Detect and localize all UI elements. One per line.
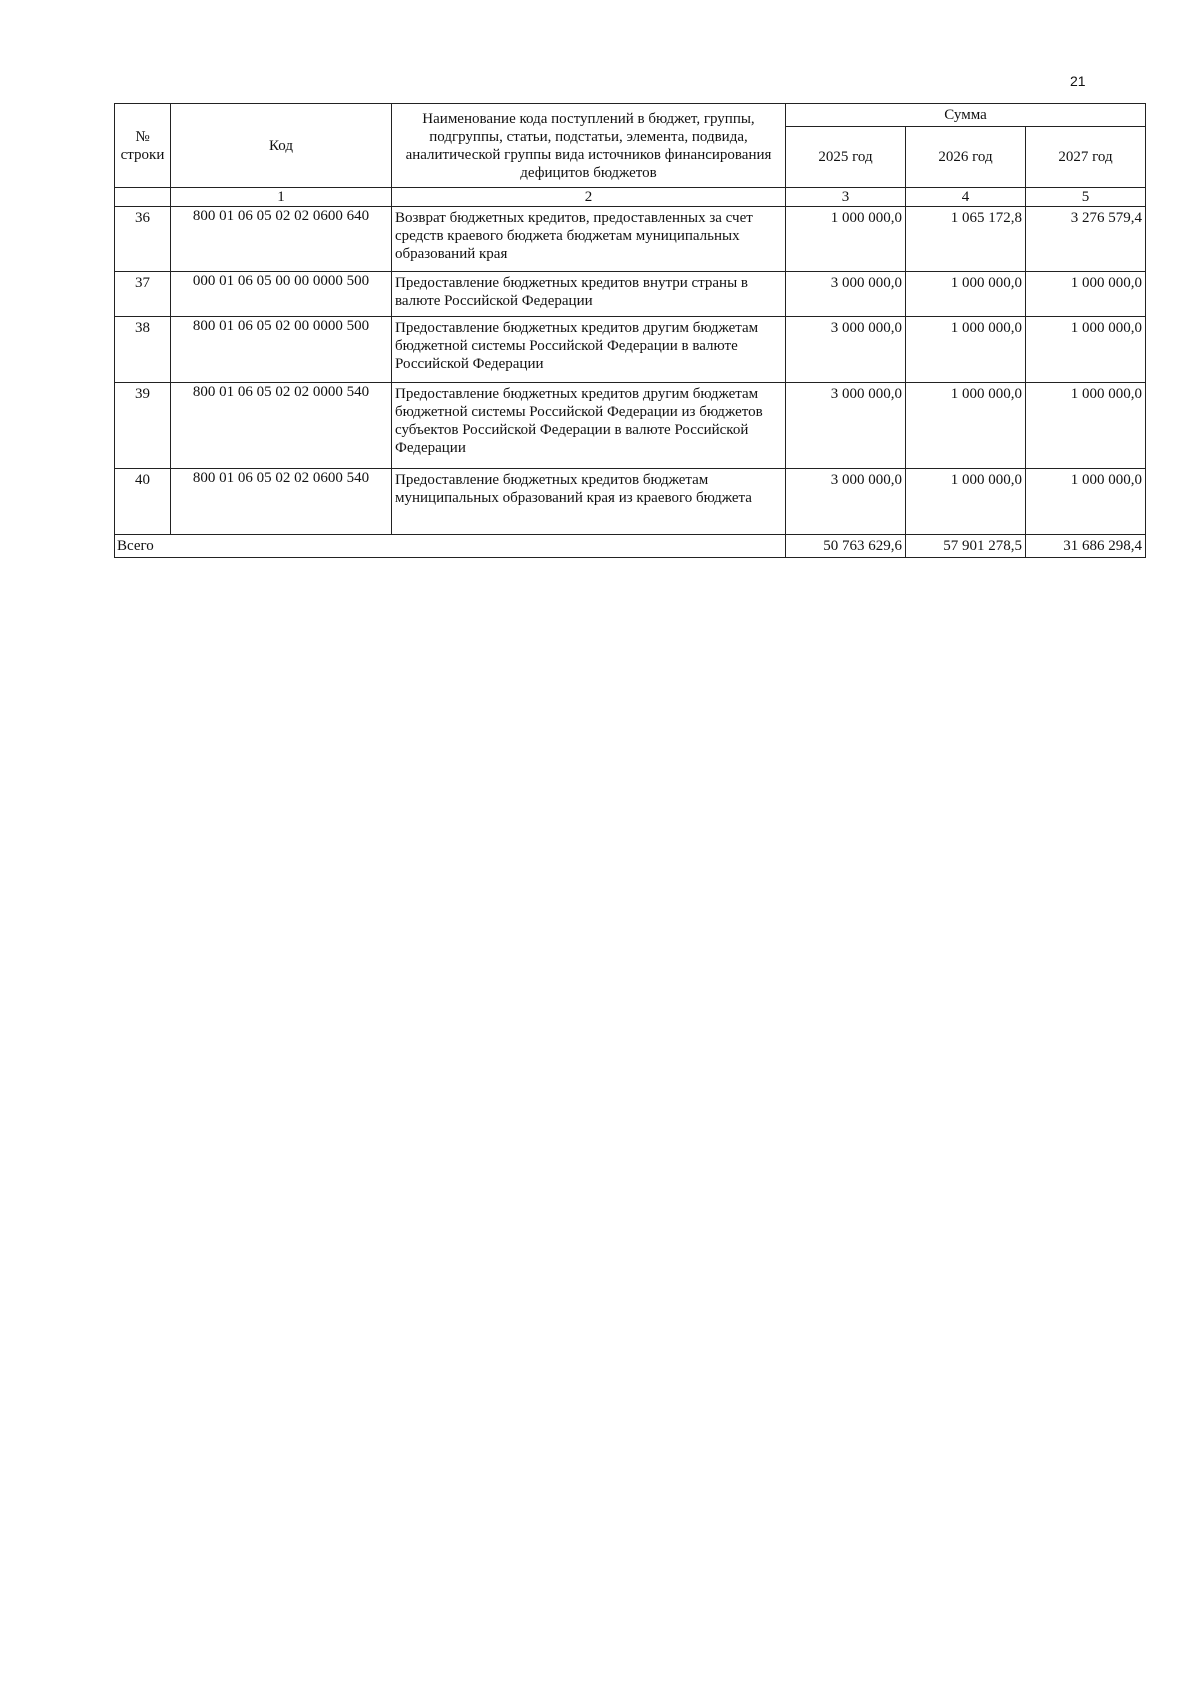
table-row bbox=[115, 207, 1146, 272]
row-value-2025: 3 000 000,0 bbox=[786, 383, 906, 469]
budget-sources-table bbox=[114, 103, 1146, 558]
row-code: 000 01 06 05 00 00 0000 500 bbox=[171, 272, 392, 317]
row-name: Возврат бюджетных кредитов, предоставленных за счет средств краевого бюджета бюджетам муниципальных образований края bbox=[392, 207, 786, 272]
row-number: 37 bbox=[115, 272, 171, 317]
column-number: 2 bbox=[392, 188, 786, 207]
header-year-2026: 2026 год bbox=[906, 127, 1026, 188]
row-value-2027: 3 276 579,4 bbox=[1026, 207, 1146, 272]
column-number: 1 bbox=[171, 188, 392, 207]
row-value-2025: 3 000 000,0 bbox=[786, 469, 906, 535]
header-row-number: № строки bbox=[115, 104, 171, 188]
column-number: 5 bbox=[1026, 188, 1146, 207]
header-code: Код bbox=[171, 104, 392, 188]
page-number: 21 bbox=[1070, 73, 1086, 89]
total-label: Всего bbox=[115, 535, 786, 558]
row-code: 800 01 06 05 02 02 0000 540 bbox=[171, 383, 392, 469]
row-code: 800 01 06 05 02 00 0000 500 bbox=[171, 317, 392, 383]
row-code: 800 01 06 05 02 02 0600 540 bbox=[171, 469, 392, 535]
row-value-2027: 1 000 000,0 bbox=[1026, 317, 1146, 383]
row-number: 40 bbox=[115, 469, 171, 535]
row-number: 39 bbox=[115, 383, 171, 469]
row-value-2027: 1 000 000,0 bbox=[1026, 469, 1146, 535]
header-row-top bbox=[115, 104, 1146, 127]
row-value-2025: 3 000 000,0 bbox=[786, 272, 906, 317]
table-row bbox=[115, 272, 1146, 317]
row-value-2026: 1 000 000,0 bbox=[906, 469, 1026, 535]
table-row bbox=[115, 383, 1146, 469]
column-number-row bbox=[115, 188, 1146, 207]
row-name: Предоставление бюджетных кредитов другим бюджетам бюджетной системы Российской Федерации в валюте Российской Федерации bbox=[392, 317, 786, 383]
row-name: Предоставление бюджетных кредитов бюджетам муниципальных образований края из краевого бюджета bbox=[392, 469, 786, 535]
row-value-2026: 1 000 000,0 bbox=[906, 317, 1026, 383]
row-value-2026: 1 065 172,8 bbox=[906, 207, 1026, 272]
row-value-2026: 1 000 000,0 bbox=[906, 383, 1026, 469]
row-name: Предоставление бюджетных кредитов внутри страны в валюте Российской Федерации bbox=[392, 272, 786, 317]
total-row bbox=[115, 535, 1146, 558]
total-value-2026: 57 901 278,5 bbox=[906, 535, 1026, 558]
column-number-blank bbox=[115, 188, 171, 207]
row-value-2025: 3 000 000,0 bbox=[786, 317, 906, 383]
row-number: 38 bbox=[115, 317, 171, 383]
row-value-2025: 1 000 000,0 bbox=[786, 207, 906, 272]
column-number: 4 bbox=[906, 188, 1026, 207]
header-year-2025: 2025 год bbox=[786, 127, 906, 188]
header-year-2027: 2027 год bbox=[1026, 127, 1146, 188]
row-value-2027: 1 000 000,0 bbox=[1026, 272, 1146, 317]
row-value-2026: 1 000 000,0 bbox=[906, 272, 1026, 317]
row-number: 36 bbox=[115, 207, 171, 272]
table-row bbox=[115, 317, 1146, 383]
column-number: 3 bbox=[786, 188, 906, 207]
row-name: Предоставление бюджетных кредитов другим бюджетам бюджетной системы Российской Федерации из бюджетов субъектов Российской Федерации в валюте Российской Федерации bbox=[392, 383, 786, 469]
table-row bbox=[115, 469, 1146, 535]
total-value-2025: 50 763 629,6 bbox=[786, 535, 906, 558]
header-name: Наименование кода поступлений в бюджет, группы, подгруппы, статьи, подстатьи, элемента, подвида, аналитической группы вида источников финансирования дефицитов бюджетов bbox=[392, 104, 786, 188]
row-code: 800 01 06 05 02 02 0600 640 bbox=[171, 207, 392, 272]
header-sum: Сумма bbox=[786, 104, 1146, 127]
row-value-2027: 1 000 000,0 bbox=[1026, 383, 1146, 469]
total-value-2027: 31 686 298,4 bbox=[1026, 535, 1146, 558]
